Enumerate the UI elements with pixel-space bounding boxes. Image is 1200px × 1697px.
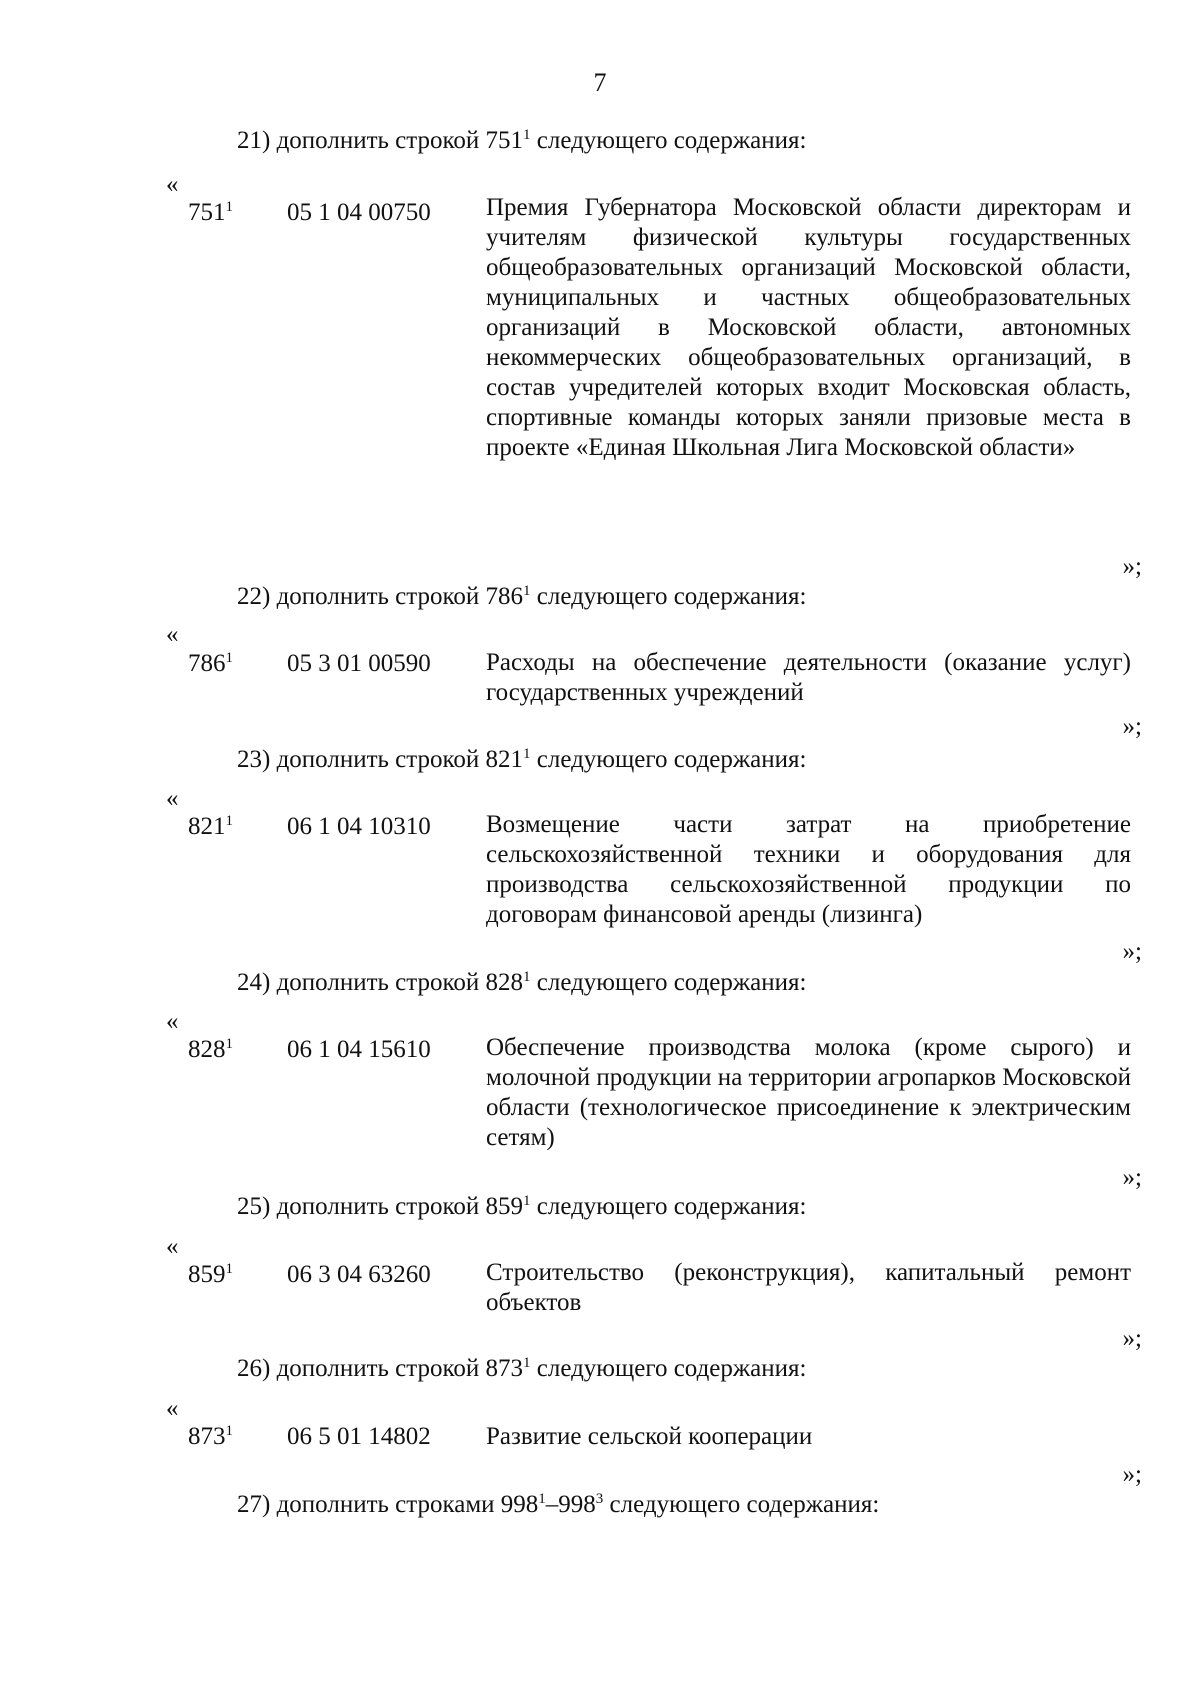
row-code: 06 5 01 14802 [287, 1423, 431, 1450]
open-quote: « [166, 621, 179, 648]
row-number: $751^1$ [188, 199, 233, 226]
instruction-26: 26) дополнить строкой $873^1$ следующего содержания: [237, 1355, 807, 1382]
row-number: $786^1$ [188, 650, 233, 677]
close-quote: »; [1122, 713, 1142, 740]
row-code: 06 1 04 10310 [287, 813, 431, 840]
open-quote: « [166, 1008, 179, 1035]
instruction-21: 21) дополнить строкой $751^1$ следующего содержания: [237, 127, 807, 154]
page-number: 7 [593, 68, 607, 97]
close-quote: »; [1122, 1325, 1142, 1352]
instruction-23: 23) дополнить строкой $821^1$ следующего содержания: [237, 746, 807, 773]
row-number: $859^1$ [188, 1261, 233, 1288]
row-number: $828^1$ [188, 1036, 233, 1063]
instruction-25: 25) дополнить строкой $859^1$ следующего содержания: [237, 1193, 807, 1220]
close-quote: »; [1122, 938, 1142, 965]
open-quote: « [166, 1395, 179, 1422]
close-quote: »; [1122, 553, 1142, 580]
row-description: Строительство (реконструкция), капитальный ремонт объектов [486, 1259, 1131, 1316]
row-code: 05 1 04 00750 [287, 199, 431, 226]
row-number: $821^1$ [188, 813, 233, 840]
open-quote: « [166, 1233, 179, 1260]
row-code: 06 1 04 15610 [287, 1036, 431, 1063]
open-quote: « [166, 785, 179, 812]
row-code: 06 3 04 63260 [287, 1261, 431, 1288]
instruction-22: 22) дополнить строкой $786^1$ следующего содержания: [237, 583, 807, 610]
row-description: Обеспечение производства молока (кроме сырого) и молочной продукции на территории агропарков Московской области (технологическое присоединение к электрическим сетям) [486, 1034, 1132, 1151]
row-description: Возмещение части затрат на приобретение сельскохозяйственной техники и оборудования для производства сельскохозяйственной продукции по договорам финансовой аренды (лизинга) [486, 811, 1131, 928]
instruction-24: 24) дополнить строкой $828^1$ следующего содержания: [237, 969, 807, 996]
open-quote: « [166, 171, 179, 198]
close-quote: »; [1122, 1164, 1142, 1191]
row-code: 05 3 01 00590 [287, 650, 431, 677]
instruction-27: 27) дополнить строками $998^1-998^3$ следующего содержания: [237, 1491, 880, 1518]
row-description: Расходы на обеспечение деятельности (оказание услуг) государственных учреждений [486, 649, 1131, 706]
close-quote: »; [1122, 1461, 1142, 1488]
row-description: Премия Губернатора Московской области директорам и учителям физической культуры государственных общеобразовательных организаций Московской области, муниципальных и частных общеобразовательных организаций в Московской области, автономных некоммерческих общеобразовательных организаций, в состав учредителей которых входит Московская область, спортивные команды которых заняли призовые места в проекте «Единая Школьная Лига Московской области» [486, 194, 1131, 461]
row-number: $873^1$ [188, 1423, 233, 1450]
row-description: Развитие сельской кооперации [486, 1423, 813, 1450]
